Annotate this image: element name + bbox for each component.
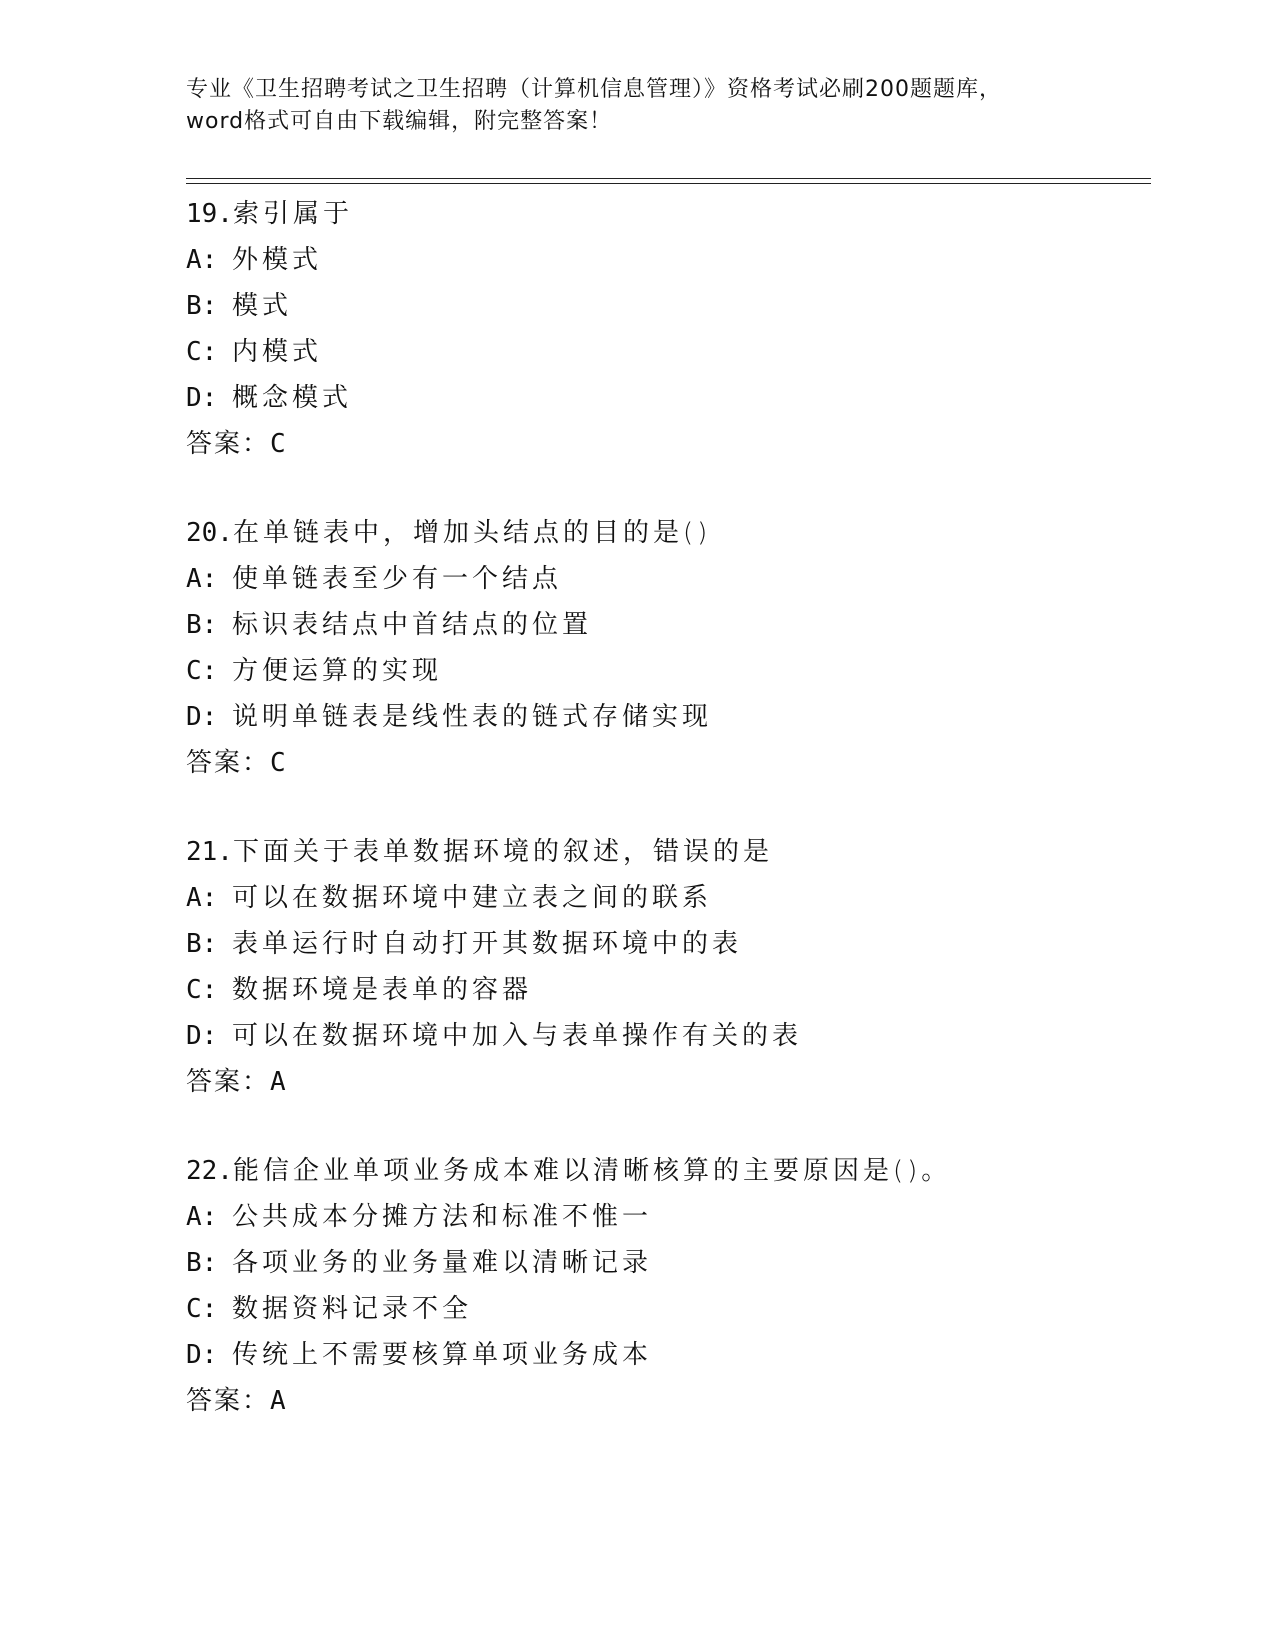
question-21 [186,829,1146,1105]
answer-label: 答案： [186,748,271,778]
option-text: 可以在数据环境中建立表之间的联系 [232,883,713,913]
option-text: 概念模式 [232,383,353,413]
answer-value: C [270,429,288,459]
option-letter: A: [186,883,218,913]
option-text: 标识表结点中首结点的位置 [232,610,593,640]
answer-value: C [270,748,288,778]
answer-value: A [270,1386,288,1416]
header-title-line-1: 专业《卫生招聘考试之卫生招聘（计算机信息管理）》资格考试必刷200题题库， [186,77,1002,102]
option-text: 使单链表至少有一个结点 [232,564,563,594]
option-c [186,1286,1146,1332]
option-letter: B: [186,1248,218,1278]
option-letter: D: [186,1340,218,1370]
option-letter: A: [186,1202,218,1232]
option-text: 公共成本分摊方法和标准不惟一 [232,1202,653,1232]
option-letter: B: [186,610,218,640]
question-text: 下面关于表单数据环境的叙述，错误的是 [232,837,773,867]
option-b [186,921,1146,967]
document-header [186,74,1086,138]
option-text: 数据资料记录不全 [232,1294,473,1324]
option-b [186,283,1146,329]
option-letter: D: [186,383,218,413]
option-letter: C: [186,975,218,1005]
answer-line [186,1059,1146,1105]
option-d [186,1013,1146,1059]
question-number: 20. [186,518,233,548]
option-a [186,556,1146,602]
option-letter: A: [186,564,218,594]
option-d [186,375,1146,421]
option-d [186,1332,1146,1378]
question-text: 索引属于 [232,199,353,229]
question-text: 在单链表中，增加头结点的目的是() [232,518,712,548]
header-divider-top [186,178,1151,179]
option-letter: B: [186,929,218,959]
option-c [186,967,1146,1013]
option-text: 各项业务的业务量难以清晰记录 [232,1248,653,1278]
option-text: 表单运行时自动打开其数据环境中的表 [232,929,743,959]
option-letter: C: [186,337,218,367]
answer-label: 答案： [186,1067,271,1097]
option-letter: D: [186,1021,218,1051]
question-number: 21. [186,837,233,867]
answer-value: A [270,1067,288,1097]
option-a [186,237,1146,283]
option-text: 外模式 [232,245,323,275]
question-text: 能信企业单项业务成本难以清晰核算的主要原因是()。 [232,1156,952,1186]
option-text: 可以在数据环境中加入与表单操作有关的表 [232,1021,803,1051]
question-list [186,191,1146,1467]
question-number: 19. [186,199,233,229]
question-stem [186,191,1146,237]
answer-label: 答案： [186,1386,271,1416]
answer-line [186,740,1146,786]
option-d [186,694,1146,740]
option-a [186,875,1146,921]
answer-label: 答案： [186,429,271,459]
option-text: 模式 [232,291,293,321]
option-letter: B: [186,291,218,321]
option-text: 方便运算的实现 [232,656,443,686]
option-c [186,329,1146,375]
option-text: 内模式 [232,337,323,367]
option-letter: C: [186,656,218,686]
option-text: 说明单链表是线性表的链式存储实现 [232,702,713,732]
question-stem [186,829,1146,875]
option-text: 数据环境是表单的容器 [232,975,533,1005]
option-b [186,1240,1146,1286]
option-text: 传统上不需要核算单项业务成本 [232,1340,653,1370]
question-stem [186,1148,1146,1194]
question-19 [186,191,1146,467]
option-letter: C: [186,1294,218,1324]
option-a [186,1194,1146,1240]
question-22 [186,1148,1146,1424]
option-b [186,602,1146,648]
question-stem [186,510,1146,556]
answer-line [186,421,1146,467]
question-20 [186,510,1146,786]
question-number: 22. [186,1156,233,1186]
header-divider-bottom [186,183,1151,184]
header-title-line-2: word格式可自由下载编辑，附完整答案！ [186,109,613,134]
option-letter: D: [186,702,218,732]
option-c [186,648,1146,694]
option-letter: A: [186,245,218,275]
answer-line [186,1378,1146,1424]
